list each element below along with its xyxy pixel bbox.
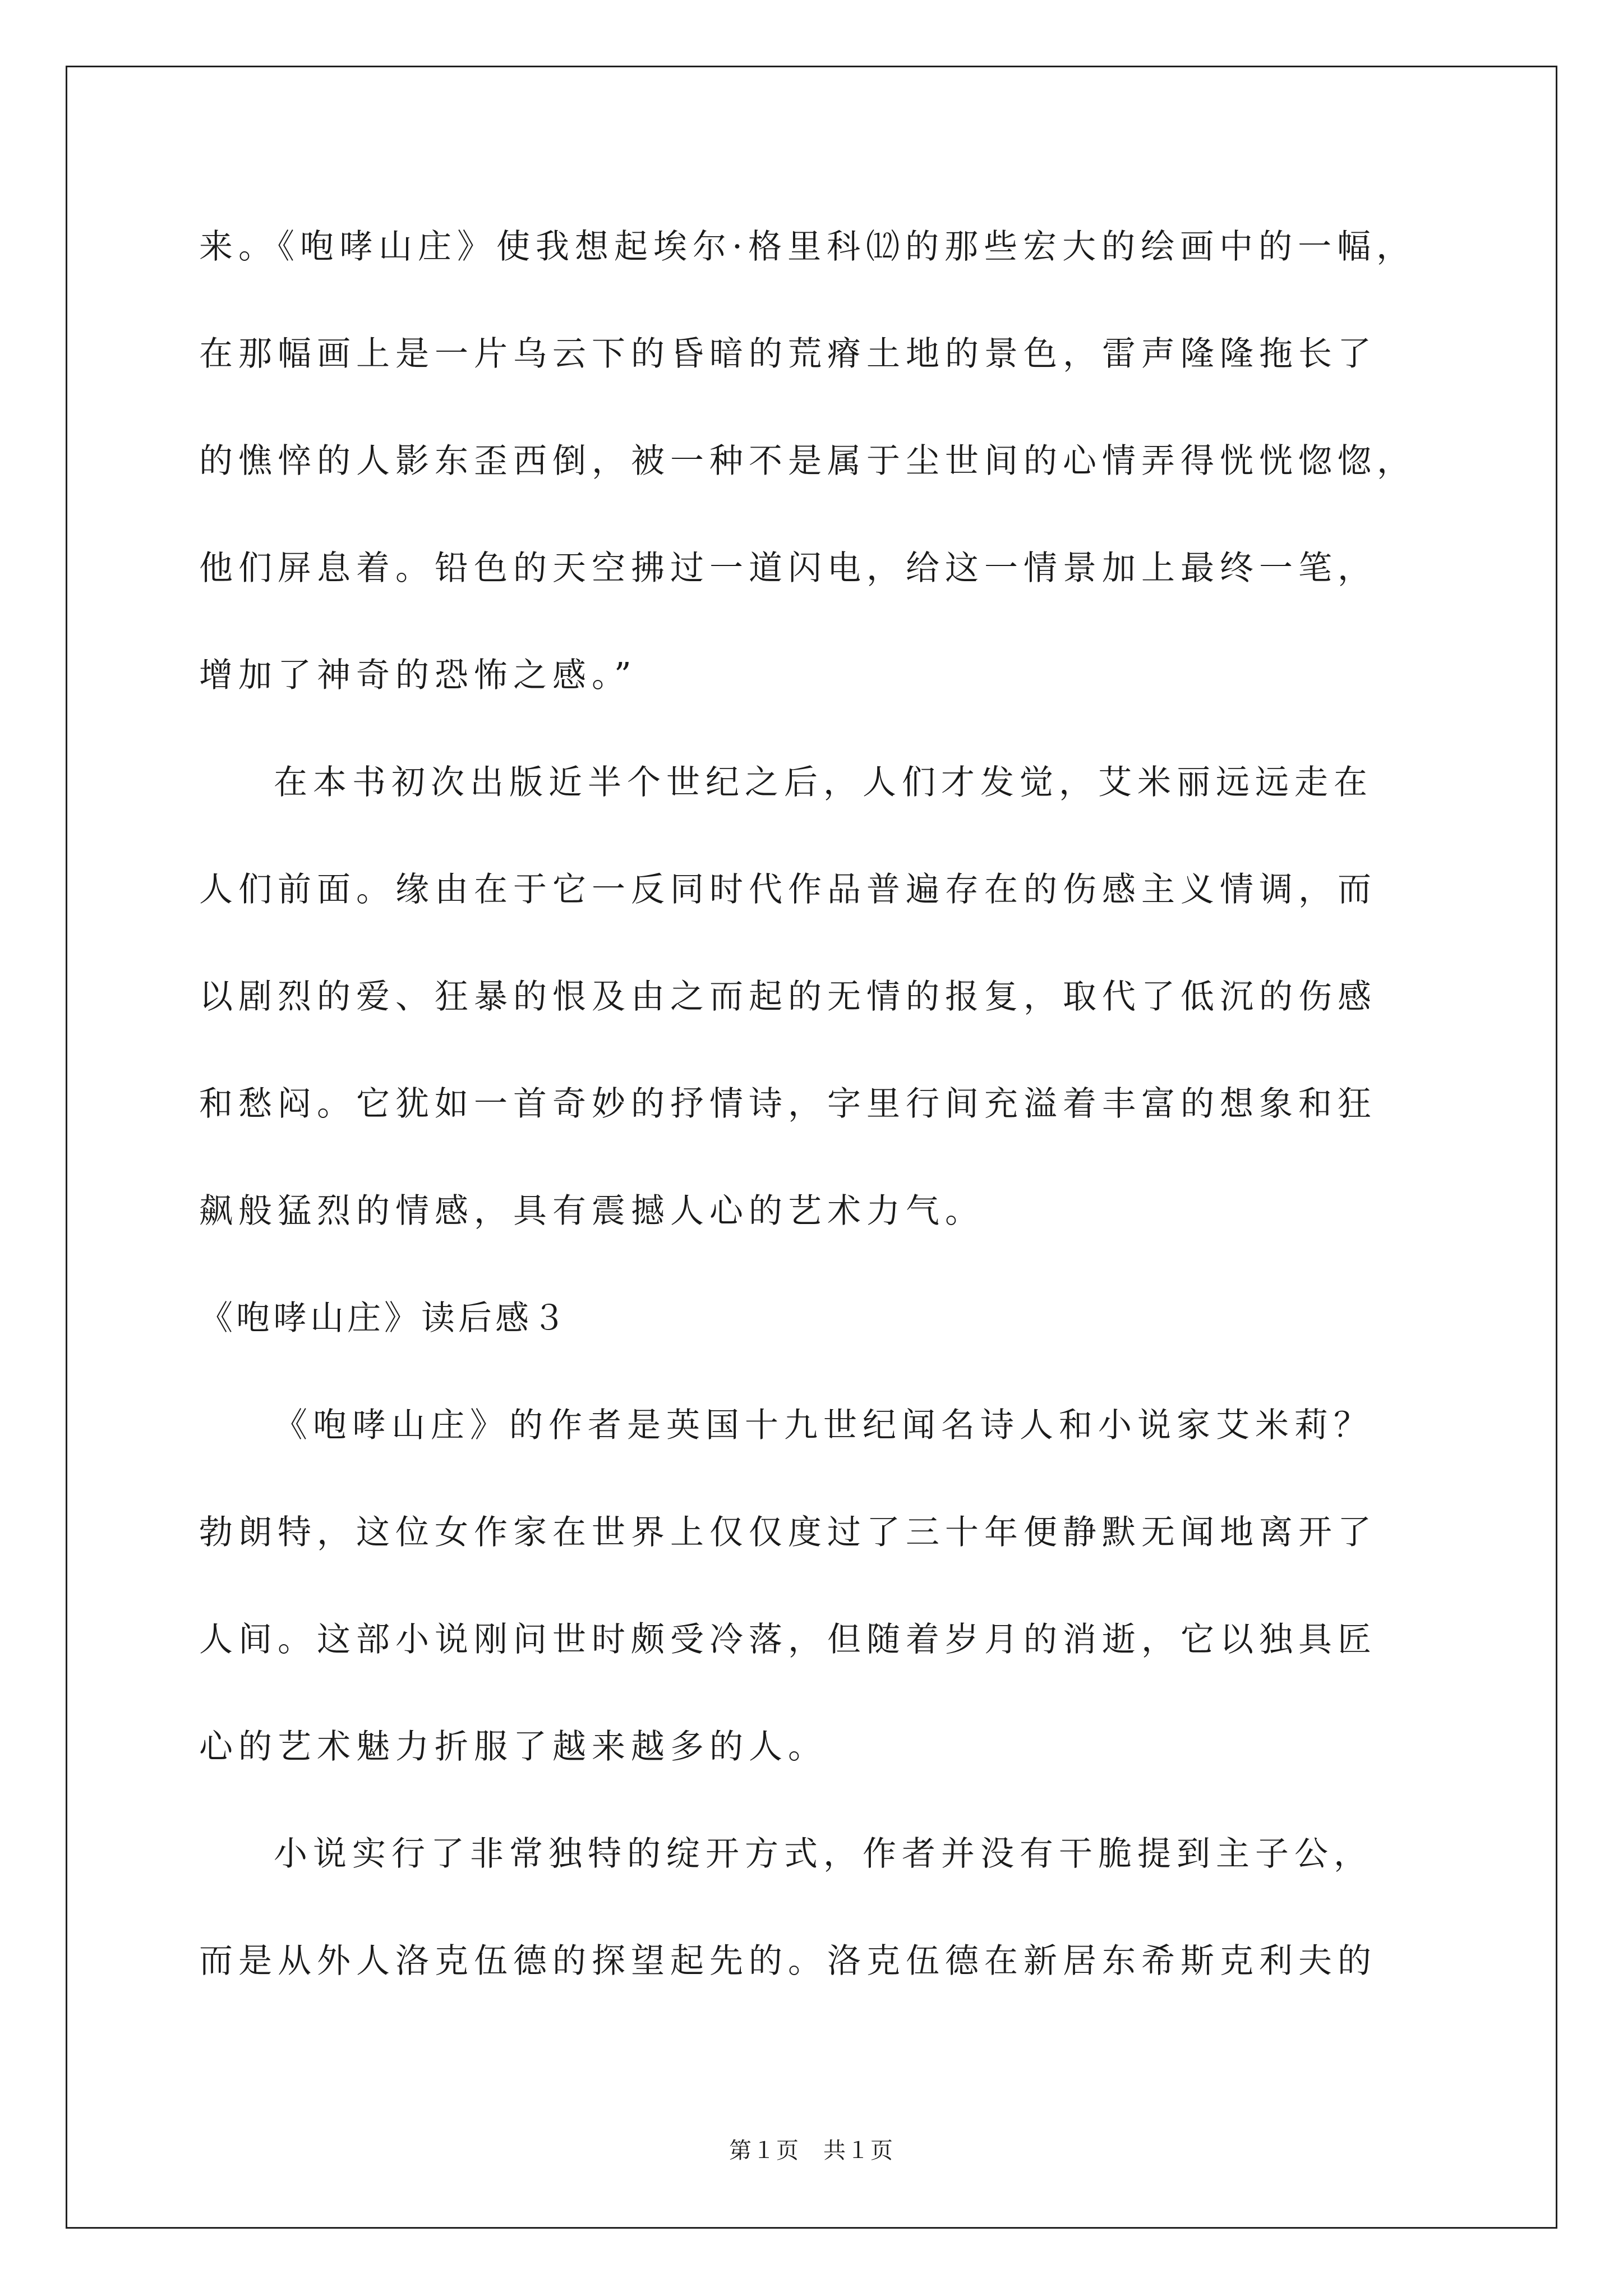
body-line: 飙般猛烈的情感，具有震撼人心的艺术力气。 (199, 1191, 984, 1231)
body-line: 来。《咆哮山庄》使我想起埃尔·格里科⑿的那些宏大的绘画中的一幅， (199, 227, 1416, 266)
body-line: 和愁闷。它犹如一首奇妙的抒情诗，字里行间充溢着丰富的想象和狂 (199, 1084, 1377, 1124)
paragraph-start-line: 在本书初次出版近半个世纪之后，人们才发觉，艾米丽远远走在 (274, 763, 1373, 802)
section-heading: 《咆哮山庄》读后感３ (199, 1299, 569, 1338)
body-line: 而是从外人洛克伍德的探望起先的。洛克伍德在新居东希斯克利夫的 (199, 1941, 1377, 1981)
body-line: 以剧烈的爱、狂暴的恨及由之而起的无情的报复，取代了低沉的伤感 (199, 977, 1377, 1016)
paragraph-start-line: 小说实行了非常独特的绽开方式，作者并没有干脆提到主子公， (274, 1834, 1373, 1874)
body-line: 人们前面。缘由在于它一反同时代作品普遍存在的伤感主义情调，而 (199, 870, 1377, 909)
paragraph-start-line: 《咆哮山庄》的作者是英国十九世纪闻名诗人和小说家艾米莉？ (274, 1406, 1373, 1445)
body-line: 他们屏息着。铅色的天空拂过一道闪电，给这一情景加上最终一笔， (199, 549, 1377, 588)
body-line: 的憔悴的人影东歪西倒，被一种不是属于尘世间的心情弄得恍恍惚惚， (199, 441, 1416, 481)
body-line: 心的艺术魅力折服了越来越多的人。 (199, 1727, 827, 1766)
body-line: 在那幅画上是一片乌云下的昏暗的荒瘠土地的景色，雷声隆隆拖长了 (199, 334, 1377, 374)
page-border (66, 66, 1557, 2229)
page-footer: 第１页 共１页 (729, 2138, 894, 2164)
body-line: 勃朗特，这位女作家在世界上仅仅度过了三十年便静默无闻地离开了 (199, 1513, 1377, 1552)
body-line: 增加了神奇的恐怖之感。” (199, 656, 637, 695)
body-line: 人间。这部小说刚问世时颇受冷落，但随着岁月的消逝，它以独具匠 (199, 1620, 1377, 1659)
